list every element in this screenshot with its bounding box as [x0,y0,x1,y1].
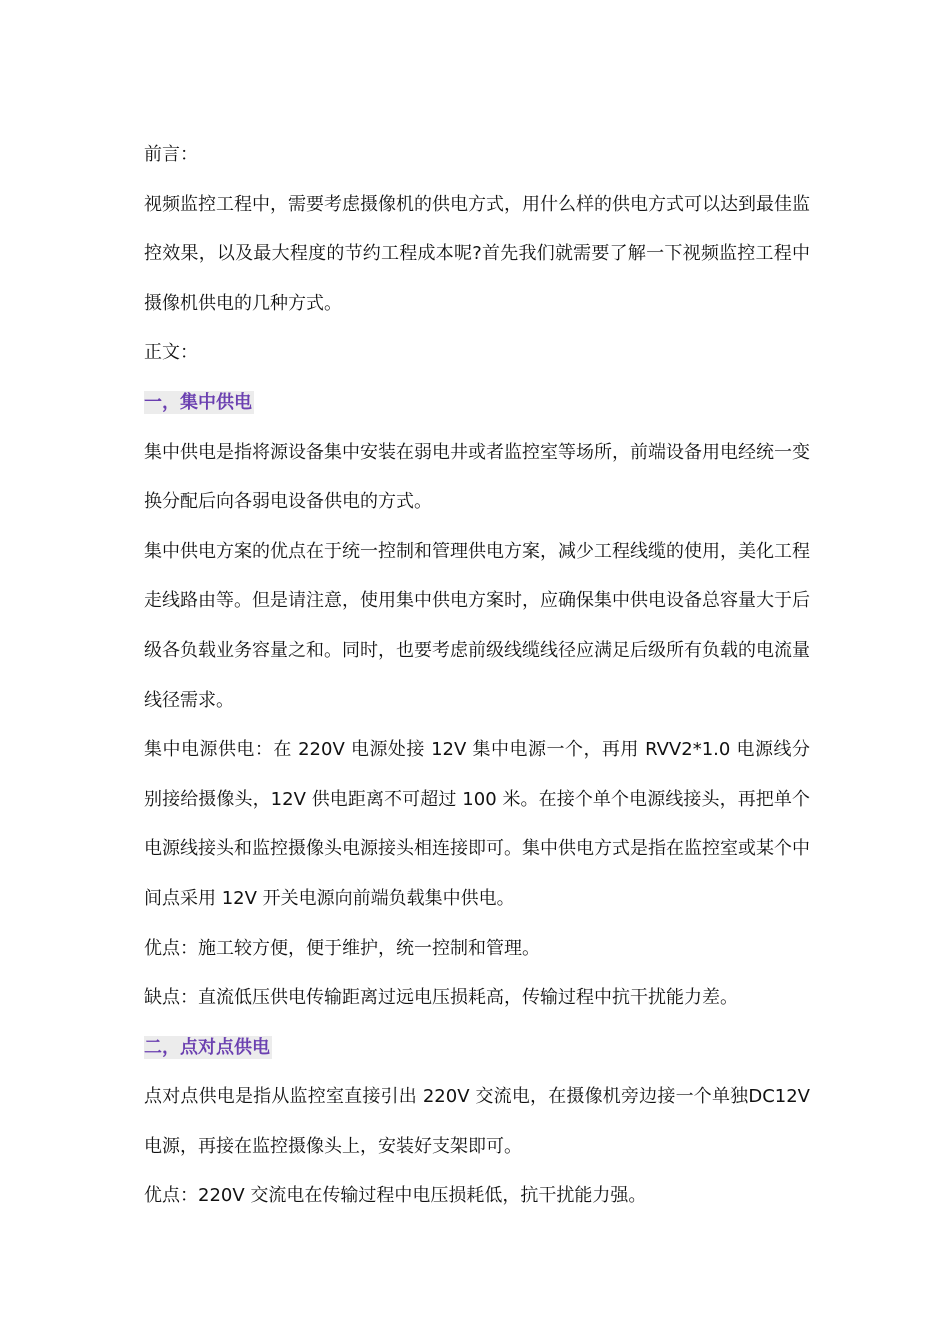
document-body [144,130,810,1221]
section1-heading-text: 一，集中供电 [144,391,252,413]
section1-advantages: 优点：施工较方便，便于维护，统一控制和管理。 [144,937,540,959]
body-label: 正文： [144,342,198,364]
section2-heading [144,1023,810,1073]
section1-heading [144,378,810,428]
section2-heading-text: 二，点对点供电 [144,1036,270,1058]
section2-advantages: 优点：220V 交流电在传输过程中电压损耗低，抗干扰能力强。 [144,1185,647,1207]
section1-paragraph-3: 集中电源供电：在 220V 电源处接 12V 集中电源一个，再用 RVV2*1.0 电源线分别接给摄像头，12V 供电距离不可超过 100 米。在接个单个电源线接头，再把单个电源线接头和监控摄像头电源接头相连接即可。集中供电方式是指在监控室或某个中间点采用 12V 开关电源向前端负载集中供电。 [144,739,810,909]
section1-paragraph-1: 集中供电是指将源设备集中安装在弱电井或者监控室等场所，前端设备用电经统一变换分配后向各弱电设备供电的方式。 [144,441,810,513]
section2-paragraph-1: 点对点供电是指从监控室直接引出 220V 交流电，在摄像机旁边接一个单独DC12V 电源，再接在监控摄像头上，安装好支架即可。 [144,1086,810,1157]
preface-label: 前言： [144,144,198,165]
section1-disadvantages: 缺点：直流低压供电传输距离过远电压损耗高，传输过程中抗干扰能力差。 [144,987,738,1009]
preface-paragraph: 视频监控工程中，需要考虑摄像机的供电方式，用什么样的供电方式可以达到最佳监控效果，以及最大程度的节约工程成本呢?首先我们就需要了解一下视频监控工程中摄像机供电的几种方式。 [144,193,810,314]
section1-paragraph-2: 集中供电方案的优点在于统一控制和管理供电方案，减少工程线缆的使用，美化工程走线路由等。但是请注意，使用集中供电方案时，应确保集中供电设备总容量大于后级各负载业务容量之和。同时，也要考虑前级线缆线径应满足后级所有负载的电流量线径需求。 [144,540,810,711]
